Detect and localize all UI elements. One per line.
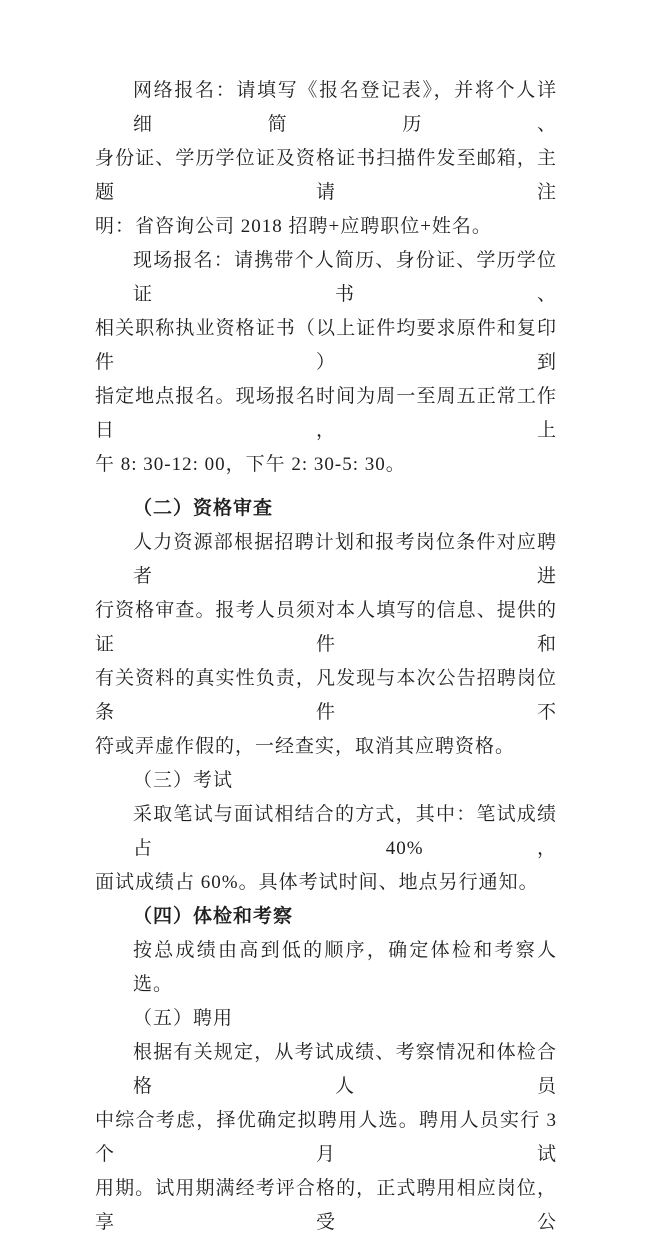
heading-line: （四）体检和考察 <box>133 906 294 927</box>
paragraph <box>95 1036 557 1240</box>
paragraph <box>95 934 557 1002</box>
text-line: 现场报名：请携带个人简历、身份证、学历学位证书、 <box>133 250 557 305</box>
text-line: 相关职称执业资格证书（以上证件均要求原件和复印件）到 <box>95 318 557 373</box>
text-line: 采取笔试与面试相结合的方式，其中：笔试成绩占 40%， <box>133 804 557 859</box>
text-line: 午 8: 30-12: 00，下午 2: 30-5: 30。 <box>95 454 406 475</box>
heading-line: （五）聘用 <box>133 1008 234 1029</box>
paragraph <box>95 244 557 482</box>
text-line: 按总成绩由高到低的顺序，确定体检和考察人选。 <box>133 940 557 995</box>
text-line: 人力资源部根据招聘计划和报考岗位条件对应聘者进 <box>133 532 557 587</box>
section-heading <box>95 764 557 798</box>
text-line: 面试成绩占 60%。具体考试时间、地点另行通知。 <box>95 872 539 893</box>
text-line: 符或弄虚作假的，一经查实，取消其应聘资格。 <box>95 736 516 757</box>
text-line: 身份证、学历学位证及资格证书扫描件发至邮箱，主题请注 <box>95 148 557 203</box>
text-line: 中综合考虑，择优确定拟聘用人选。聘用人员实行 3 个月试 <box>95 1110 557 1165</box>
text-line: 行资格审查。报考人员须对本人填写的信息、提供的证件和 <box>95 600 557 655</box>
paragraph <box>95 798 557 900</box>
text-line: 用期。试用期满经考评合格的，正式聘用相应岗位，享受公 <box>95 1178 557 1233</box>
text-line: 网络报名：请填写《报名登记表》，并将个人详细简历、 <box>133 80 557 135</box>
heading-line: （二）资格审查 <box>133 498 274 519</box>
text-line: 根据有关规定，从考试成绩、考察情况和体检合格人员 <box>133 1042 557 1097</box>
text-line: 指定地点报名。现场报名时间为周一至周五正常工作日，上 <box>95 386 557 441</box>
section-heading <box>95 492 557 526</box>
paragraph <box>95 526 557 764</box>
text-line: 明：省咨询公司 2018 招聘+应聘职位+姓名。 <box>95 216 492 237</box>
paragraph <box>95 74 557 244</box>
heading-line: （三）考试 <box>133 770 234 791</box>
section-heading <box>95 1002 557 1036</box>
document-body <box>95 74 557 1240</box>
text-line: 有关资料的真实性负责，凡发现与本次公告招聘岗位条件不 <box>95 668 557 723</box>
section-heading <box>95 900 557 934</box>
